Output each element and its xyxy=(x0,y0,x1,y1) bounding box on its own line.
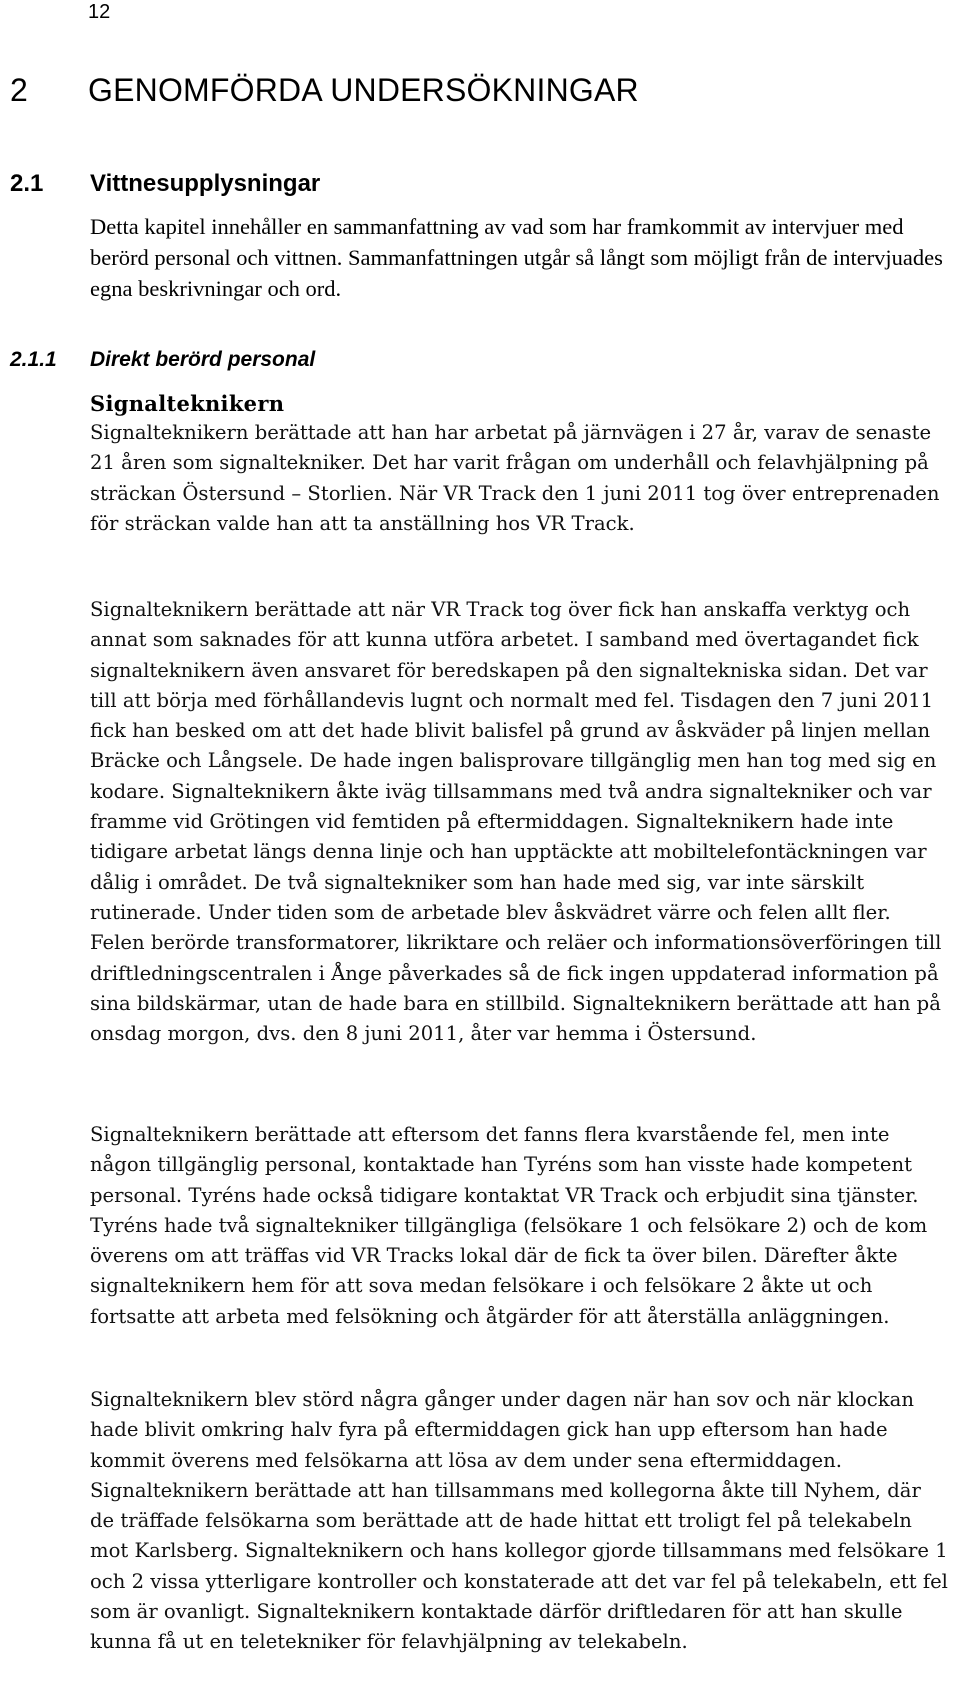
section-heading xyxy=(10,168,320,200)
chapter-heading xyxy=(10,70,639,110)
section-number: 2.1 xyxy=(10,170,44,197)
body-paragraph: Signalteknikern blev störd några gånger under dagen när han sov och när klockan hade blivit omkring halv fyra på eftermiddagen gick han upp eftersom han hade kommit överens med felsökarna att lösa av dem under sena eftermiddagen. Signalteknikern berättade att han tillsammans med kollegorna åkte till Nyhem, där de träffade felsökarna som berättade att de hade hittat ett troligt fel på telekabeln mot Karlsberg. Signalteknikern och hans kollegor gjorde tillsammans med felsökare 1 och 2 vissa ytterligare kontroller och konstaterade att det var fel på telekabeln, ett fel som är ovanligt. Signalteknikern kontaktade därför driftledaren för att han skulle kunna få ut en teletekniker för felavhjälpning av telekabeln. xyxy=(90,1388,948,1654)
intro-paragraph: Detta kapitel innehåller en sammanfattning av vad som har framkommit av intervjuer med berörd personal och vittnen. Sammanfattningen utgår så långt som möjligt från de intervjuades egna beskrivningar och ord. xyxy=(90,214,943,301)
person-subheading: Signalteknikern xyxy=(90,391,285,416)
subsection-heading xyxy=(10,346,315,374)
chapter-title: GENOMFÖRDA UNDERSÖKNINGAR xyxy=(88,72,639,108)
chapter-number: 2 xyxy=(10,72,28,108)
section-title: Vittnesupplysningar xyxy=(90,170,321,197)
body-paragraph: Signalteknikern berättade att när VR Track tog över fick han anskaffa verktyg och annat som saknades för att kunna utföra arbetet. I samband med övertagandet fick signalteknikern även ansvaret för beredskapen på den signaltekniska sidan. Det var till att börja med förhållandevis lugnt och normalt med fel. Tisdagen den 7 juni 2011 fick han besked om att det hade blivit balisfel på grund av åskväder på linjen mellan Bräcke och Långsele. De hade ingen balisprovare tillgänglig men han tog med sig en kodare. Signalteknikern åkte iväg tillsammans med två andra signaltekniker och var framme vid Grötingen vid femtiden på eftermiddagen. Signalteknikern hade inte tidigare arbetat längs denna linje och han upptäckte att mobiltelefontäckningen var dålig i området. De två signaltekniker som han hade med sig, var inte särskilt rutinerade. Under tiden som de arbetade blev åskvädret värre och felen allt fler. Felen berörde transformatorer, likriktare och reläer och informationsöverföringen till driftledningscentralen i Ånge påverkades så de fick ingen uppdaterad information på sina bildskärmar, utan de hade bara en stillbild. Signalteknikern berättade att han på onsdag morgon, dvs. den 8 juni 2011, åter var hemma i Östersund. xyxy=(90,598,942,1046)
subsection-title: Direkt berörd personal xyxy=(90,348,316,371)
body-paragraph: Signalteknikern berättade att eftersom det fanns flera kvarstående fel, men inte någon tillgänglig personal, kontaktade han Tyréns som han visste hade kompetent personal. Tyréns hade också tidigare kontaktat VR Track och erbjudit sina tjänster. Tyréns hade två signaltekniker tillgängliga (felsökare 1 och felsökare 2) och de kom överens om att träffas vid VR Tracks lokal där de fick ta över bilen. Därefter åkte signalteknikern hem för att sova medan felsökare i och felsökare 2 åkte ut och fortsatte att arbeta med felsökning och åtgärder för att återställa anläggningen. xyxy=(90,1123,928,1328)
body-paragraph: Signalteknikern berättade att han har arbetat på järnvägen i 27 år, varav de senaste 21 åren som signaltekniker. Det har varit frågan om underhåll och felavhjälpning på sträckan Östersund – Storlien. När VR Track den 1 juni 2011 tog över entreprenaden för sträckan valde han att ta anställning hos VR Track. xyxy=(90,421,940,535)
page-number: 12 xyxy=(88,1,111,23)
subsection-number: 2.1.1 xyxy=(10,348,57,371)
